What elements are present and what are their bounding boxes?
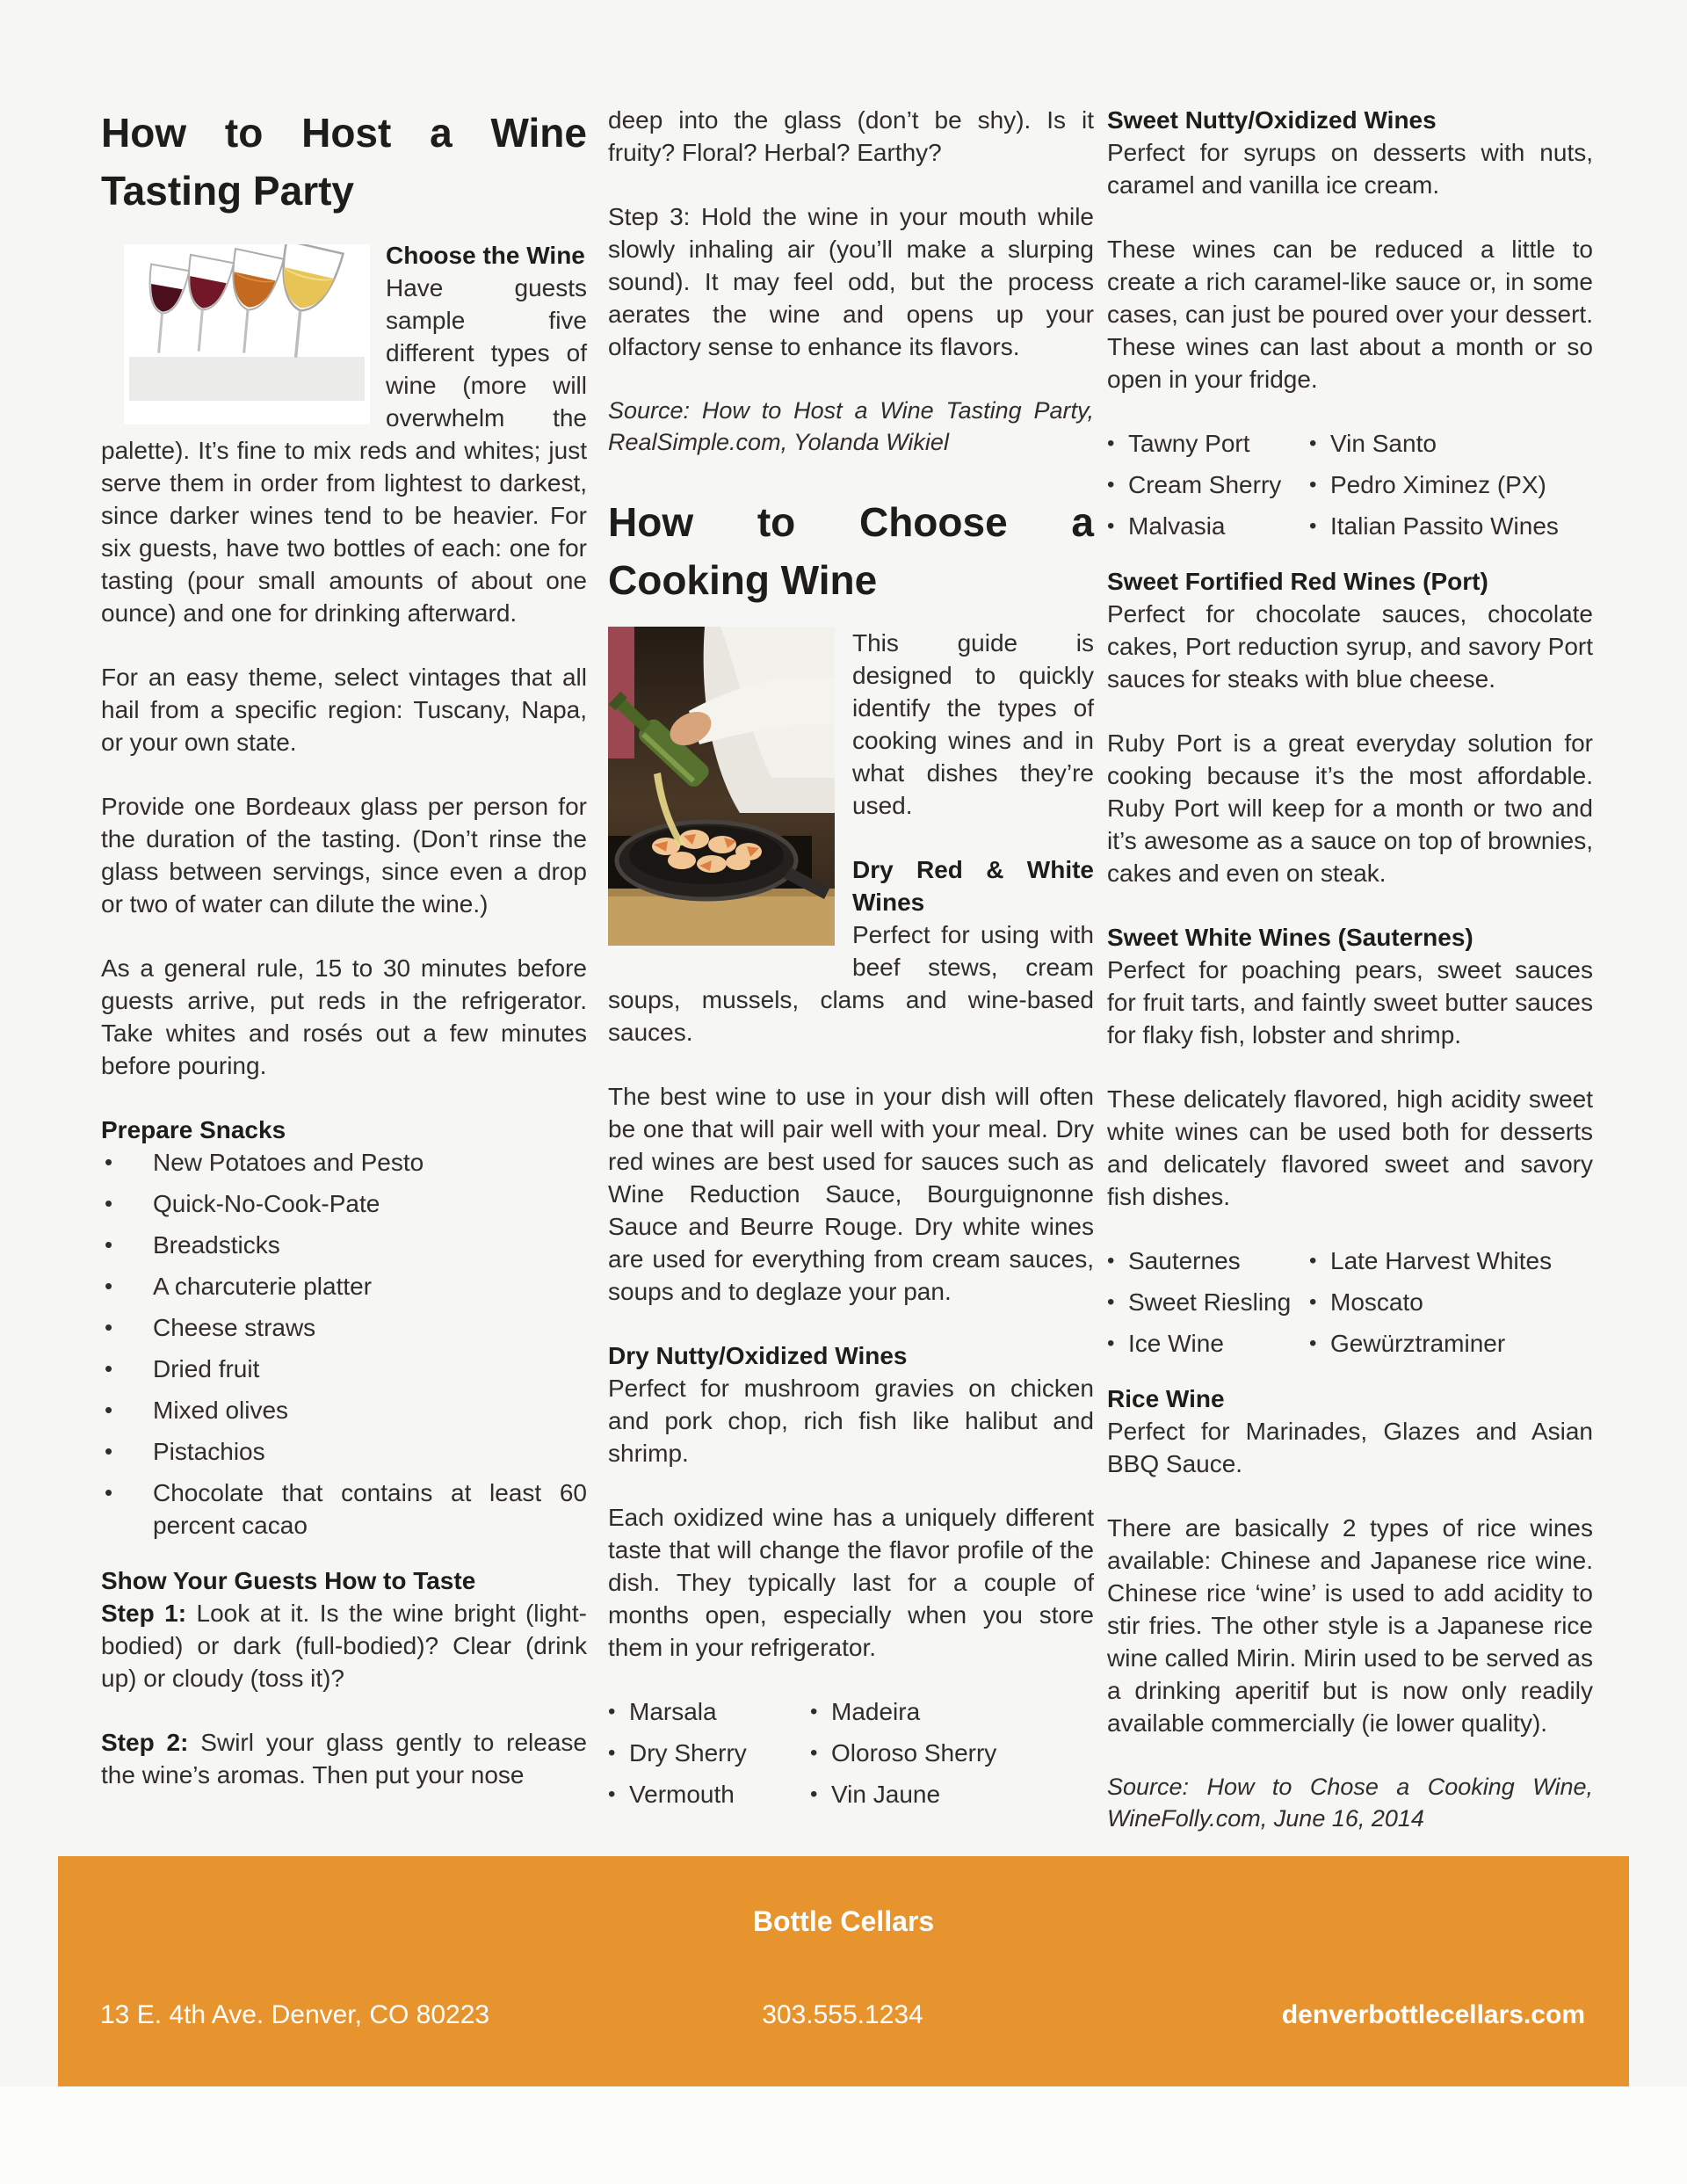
nutty-text: Perfect for mushroom gravies on chicken and pork chop, rich fish like halibut and shrimp.: [608, 1375, 1094, 1467]
choose-wine-text: Have guests sample five different types of wine (more will overwhelm the palette). It’s fine to mix reds and whites; just serve them in order from lightest to darkest, since darker wines tend to be heavier. For six guests, have two bottles of each: one for tasting (pour small amounts of about one ounce) and one for drinking afterward.: [101, 274, 587, 627]
snacks-list: [101, 1146, 587, 1542]
dry-wines-text: Perfect for using with beef stews, cream soups, mussels, clams and wine-based sauces.: [608, 921, 1094, 1046]
port-text: Perfect for chocolate sauces, chocolate cakes, Port reduction syrup, and savory Port sauces for steaks with blue cheese.: [1107, 600, 1593, 693]
article2-title: [608, 493, 1094, 609]
list-item: • A charcuterie platter: [101, 1270, 587, 1302]
list-item: • Chocolate that contains at least 60 percent cacao: [101, 1477, 587, 1542]
list-item: • Tawny Port: [1107, 427, 1309, 460]
step1-label: Step 1:: [101, 1600, 187, 1627]
step1-paragraph: [101, 1597, 587, 1694]
article1-title-line1: How to Host a Wine: [101, 110, 587, 156]
list-item: • Quick-No-Cook-Pate: [101, 1187, 587, 1220]
store-name: Bottle Cellars: [752, 1905, 935, 1937]
sweet-nutty-heading: Sweet Nutty/Oxidized Wines: [1107, 106, 1437, 134]
sauternes-text: Perfect for poaching pears, sweet sauces for fruit tarts, and faintly sweet butter sauces for flaky fish, lobster and shrimp.: [1107, 956, 1593, 1048]
list-item: • Malvasia: [1107, 510, 1309, 542]
list-item: • Cheese straws: [101, 1311, 587, 1344]
port-heading: Sweet Fortified Red Wines (Port): [1107, 568, 1488, 595]
list-item: • Oloroso Sherry: [810, 1737, 1094, 1769]
article1-source: Source: How to Host a Wine Tasting Party, RealSimple.com, Yolanda Wikiel: [608, 397, 1094, 455]
glass-paragraph: Provide one Bordeaux glass per person for the duration of the tasting. (Don’t rinse the glass between servings, since even a drop or two of water can dilute the wine.): [101, 793, 587, 918]
page-bottom-margin: [0, 2086, 1687, 2184]
chill-paragraph: As a general rule, 15 to 30 minutes before guests arrive, put reds in the refrigerator. Take whites and rosés out a few minutes before pouring.: [101, 954, 587, 1079]
rice-wine-block: [1107, 1382, 1593, 1480]
step1-text: Look at it. Is the wine bright (light-bodied) or dark (full-bodied)? Clear (drink up) or cloudy (toss it)?: [101, 1600, 587, 1692]
rice-wine-text: Perfect for Marinades, Glazes and Asian BBQ Sauce.: [1107, 1418, 1593, 1477]
list-item: • Dry Sherry: [608, 1737, 810, 1769]
step2-continuation: deep into the glass (don’t be shy). Is it fruity? Floral? Herbal? Earthy?: [608, 106, 1094, 166]
list-item: • Dried fruit: [101, 1353, 587, 1385]
article2-title-line1: How to Choose a: [608, 499, 1094, 545]
list-item: • Pistachios: [101, 1435, 587, 1468]
list-item: • New Potatoes and Pesto: [101, 1146, 587, 1179]
article1-title-line2: Tasting Party: [101, 168, 354, 214]
ruby-port-paragraph: Ruby Port is a great everyday solution for cooking because it’s the most affordable. Ruby Port will keep for a month or two and it’s awesome as a sauce on top of brownies, cakes and even on steak.: [1107, 729, 1593, 887]
footer-banner: [58, 1856, 1629, 2086]
column-middle: [608, 104, 1094, 1833]
list-item: • Breadsticks: [101, 1229, 587, 1261]
step2-label: Step 2:: [101, 1729, 189, 1756]
list-item: • Sauternes: [1107, 1244, 1309, 1277]
theme-paragraph: For an easy theme, select vintages that all hail from a specific region: Tuscany, Napa, or your own state.: [101, 664, 587, 756]
sweet-nutty-text: Perfect for syrups on desserts with nuts, caramel and vanilla ice cream.: [1107, 139, 1593, 199]
dry-oxidized-wine-list: [608, 1695, 1094, 1810]
sweet-oxidized-wine-list: [1107, 427, 1593, 542]
cooking-intro: This guide is designed to quickly identify the types of cooking wines and in what dishes they’re used.: [852, 629, 1094, 819]
sweet-white-paragraph: These delicately flavored, high acidity sweet white wines can be used both for desserts and delicately flavored sweet and savory fish dishes.: [1107, 1085, 1593, 1210]
taste-heading: Show Your Guests How to Taste: [101, 1567, 476, 1594]
footer-contact-row: [100, 2000, 1585, 2030]
column-right: [1107, 104, 1593, 1866]
list-item: • Sweet Riesling: [1107, 1286, 1309, 1318]
list-item: • Moscato: [1309, 1286, 1593, 1318]
step2-text: Swirl your glass gently to release the wine’s aromas. Then put your nose: [101, 1729, 587, 1789]
sauternes-block: [1107, 921, 1593, 1051]
column-left: [101, 104, 587, 1823]
list-item: • Vermouth: [608, 1778, 810, 1810]
choose-wine-heading: Choose the Wine: [386, 242, 585, 269]
article1-title: [101, 104, 587, 220]
rice-wine-paragraph: There are basically 2 types of rice wines available: Chinese and Japanese rice wine. Chinese rice ‘wine’ is used to add acidity to stir fries. The other style is a Japanese rice wine called Mirin. Mirin used to be served as a drinking aperitif but is now only readily available commercially (ie lower quality).: [1107, 1514, 1593, 1737]
store-address: 13 E. 4th Ave. Denver, CO 80223: [100, 2000, 490, 2029]
list-item: • Marsala: [608, 1695, 810, 1728]
article2-title-line2: Cooking Wine: [608, 557, 878, 603]
list-item: • Cream Sherry: [1107, 468, 1309, 501]
list-item: • Gewürztraminer: [1309, 1327, 1593, 1360]
nutty-block: [608, 1339, 1094, 1469]
rice-wine-heading: Rice Wine: [1107, 1385, 1225, 1412]
list-item: • Pedro Ximinez (PX): [1309, 468, 1593, 501]
store-website: denverbottlecellars.com: [1281, 2000, 1585, 2029]
list-item: • Vin Jaune: [810, 1778, 1094, 1810]
store-phone: 303.555.1234: [762, 2000, 923, 2029]
article2-source: Source: How to Chose a Cooking Wine, WineFolly.com, June 16, 2014: [1107, 1774, 1593, 1832]
wine-glasses-photo: [124, 244, 370, 424]
oxidized-paragraph: Each oxidized wine has a uniquely different taste that will change the flavor profile of the dish. They typically last for a couple of months open, especially when you store them in your refrigerator.: [608, 1504, 1094, 1661]
dry-wines-heading: Dry Red & White Wines: [852, 856, 1094, 916]
sauternes-heading: Sweet White Wines (Sauternes): [1107, 924, 1473, 951]
list-item: • Madeira: [810, 1695, 1094, 1728]
port-block: [1107, 565, 1593, 695]
list-item: • Vin Santo: [1309, 427, 1593, 460]
list-item: • Ice Wine: [1107, 1327, 1309, 1360]
list-item: • Mixed olives: [101, 1394, 587, 1426]
list-item: • Late Harvest Whites: [1309, 1244, 1593, 1277]
nutty-heading: Dry Nutty/Oxidized Wines: [608, 1342, 908, 1369]
step3-paragraph: Step 3: Hold the wine in your mouth while slowly inhaling air (you’ll make a slurping sound). It may feel odd, but the process aerates the wine and opens up your olfactory sense to enhance its flavors.: [608, 203, 1094, 360]
sweet-nutty-block: [1107, 104, 1593, 201]
list-item: • Italian Passito Wines: [1309, 510, 1593, 542]
cooking-pan-photo: [608, 627, 835, 946]
pairing-paragraph: The best wine to use in your dish will often be one that will pair well with your meal. Dry red wines are best used for sauces such as Wine Reduction Sauce, Bourguignonne Sauce and Beurre Rouge. Dry white wines are used for everything from cream sauces, soups and to deglaze your pan.: [608, 1083, 1094, 1305]
step2-paragraph: [101, 1726, 587, 1791]
sweet-white-wine-list: [1107, 1244, 1593, 1360]
sweet-nutty-paragraph: These wines can be reduced a little to create a rich caramel-like sauce or, in some cases, can just be poured over your dessert. These wines can last about a month or so open in your fridge.: [1107, 236, 1593, 393]
snacks-heading: Prepare Snacks: [101, 1116, 286, 1143]
